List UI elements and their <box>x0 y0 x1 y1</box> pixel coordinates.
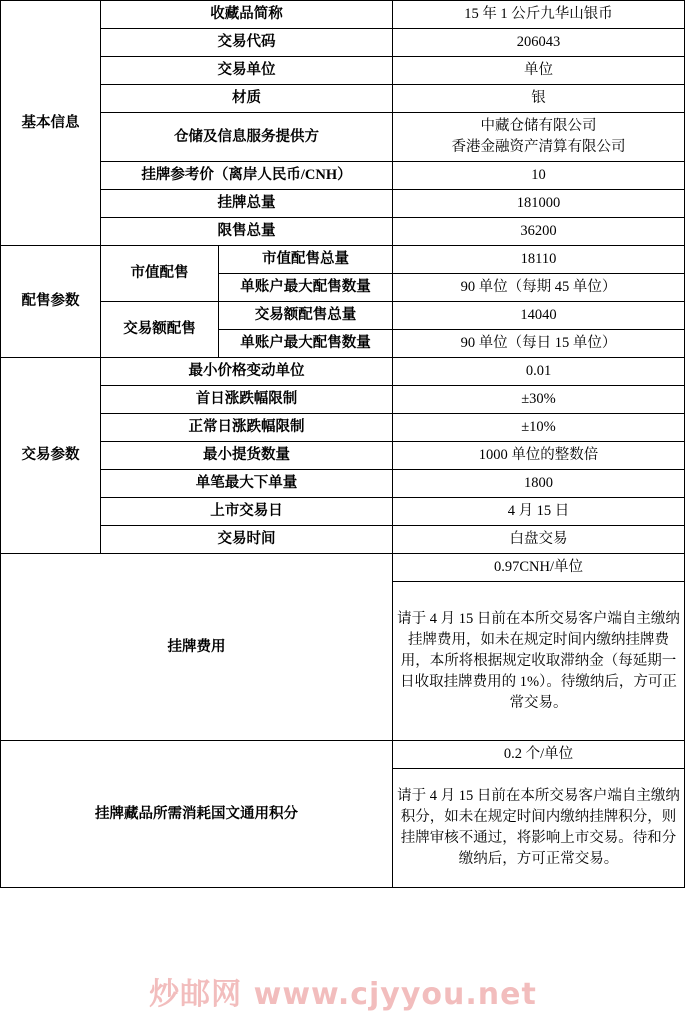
row-label: 市值配售总量 <box>219 246 393 274</box>
row-label: 交易代码 <box>101 29 393 57</box>
group-label-market-value: 市值配售 <box>101 246 219 302</box>
row-label: 正常日涨跌幅限制 <box>101 414 393 442</box>
table-row <box>1 218 685 246</box>
points-note: 请于 4 月 15 日前在本所交易客户端自主缴纳积分，如未在规定时间内缴纳挂牌积分，则挂牌审核不通过，将影响上市交易。待和分缴纳后，方可正常交易。 <box>393 769 685 888</box>
points-amount: 0.2 个/单位 <box>393 741 685 769</box>
row-label: 材质 <box>101 85 393 113</box>
row-label: 上市交易日 <box>101 498 393 526</box>
section-header-allocation-params: 配售参数 <box>1 246 101 358</box>
table-row <box>1 554 685 582</box>
listing-fee-note: 请于 4 月 15 日前在本所交易客户端自主缴纳挂牌费用，如未在规定时间内缴纳挂牌费用，本所将根据规定收取滞纳金（每延期一日收取挂牌费用的 1%）。待缴纳后，方可正常交易。 <box>393 582 685 741</box>
table-row <box>1 29 685 57</box>
table-row <box>1 470 685 498</box>
row-value: 银 <box>393 85 685 113</box>
row-value: 36200 <box>393 218 685 246</box>
watermark: 炒邮网 www.cjyyou.net <box>149 977 537 1012</box>
row-value: 单位 <box>393 57 685 85</box>
section-header-trading-params: 交易参数 <box>1 358 101 554</box>
row-value: ±30% <box>393 386 685 414</box>
row-value: 白盘交易 <box>393 526 685 554</box>
row-value: 1000 单位的整数倍 <box>393 442 685 470</box>
section-header-listing-fee: 挂牌费用 <box>1 554 393 741</box>
row-label: 最小提货数量 <box>101 442 393 470</box>
row-label: 限售总量 <box>101 218 393 246</box>
row-label: 仓储及信息服务提供方 <box>101 113 393 162</box>
provider-line-1: 中藏仓储有限公司 <box>480 118 597 135</box>
table-row <box>1 246 685 274</box>
row-value: 90 单位（每日 15 单位） <box>393 330 685 358</box>
row-value: 14040 <box>393 302 685 330</box>
row-value: 15 年 1 公斤九华山银币 <box>393 1 685 29</box>
row-label: 交易单位 <box>101 57 393 85</box>
row-label: 挂牌参考价（离岸人民币/CNH） <box>101 162 393 190</box>
table-row <box>1 113 685 162</box>
row-label: 挂牌总量 <box>101 190 393 218</box>
row-value: 4 月 15 日 <box>393 498 685 526</box>
row-value: 1800 <box>393 470 685 498</box>
row-label: 单笔最大下单量 <box>101 470 393 498</box>
row-label: 交易时间 <box>101 526 393 554</box>
table-row <box>1 414 685 442</box>
row-value: 0.01 <box>393 358 685 386</box>
row-value: ±10% <box>393 414 685 442</box>
table-row <box>1 498 685 526</box>
provider-line-2: 香港金融资产清算有限公司 <box>451 139 626 156</box>
listing-fee-amount: 0.97CNH/单位 <box>393 554 685 582</box>
group-label-turnover: 交易额配售 <box>101 302 219 358</box>
table-row <box>1 57 685 85</box>
row-label: 单账户最大配售数量 <box>219 330 393 358</box>
row-value: 10 <box>393 162 685 190</box>
row-label: 单账户最大配售数量 <box>219 274 393 302</box>
table-row <box>1 741 685 769</box>
table-row <box>1 358 685 386</box>
table-row <box>1 85 685 113</box>
row-label: 最小价格变动单位 <box>101 358 393 386</box>
table-row <box>1 1 685 29</box>
table-row <box>1 386 685 414</box>
table-row <box>1 162 685 190</box>
row-label: 收藏品简称 <box>101 1 393 29</box>
row-label: 交易额配售总量 <box>219 302 393 330</box>
table-row <box>1 442 685 470</box>
row-value: 206043 <box>393 29 685 57</box>
table-row <box>1 190 685 218</box>
row-label: 首日涨跌幅限制 <box>101 386 393 414</box>
row-value: 181000 <box>393 190 685 218</box>
table-row <box>1 302 685 330</box>
table-row <box>1 526 685 554</box>
row-value <box>393 113 685 162</box>
row-value: 18110 <box>393 246 685 274</box>
row-value: 90 单位（每期 45 单位） <box>393 274 685 302</box>
section-header-basic-info: 基本信息 <box>1 1 101 246</box>
section-header-points-consumption: 挂牌藏品所需消耗国文通用积分 <box>1 741 393 888</box>
